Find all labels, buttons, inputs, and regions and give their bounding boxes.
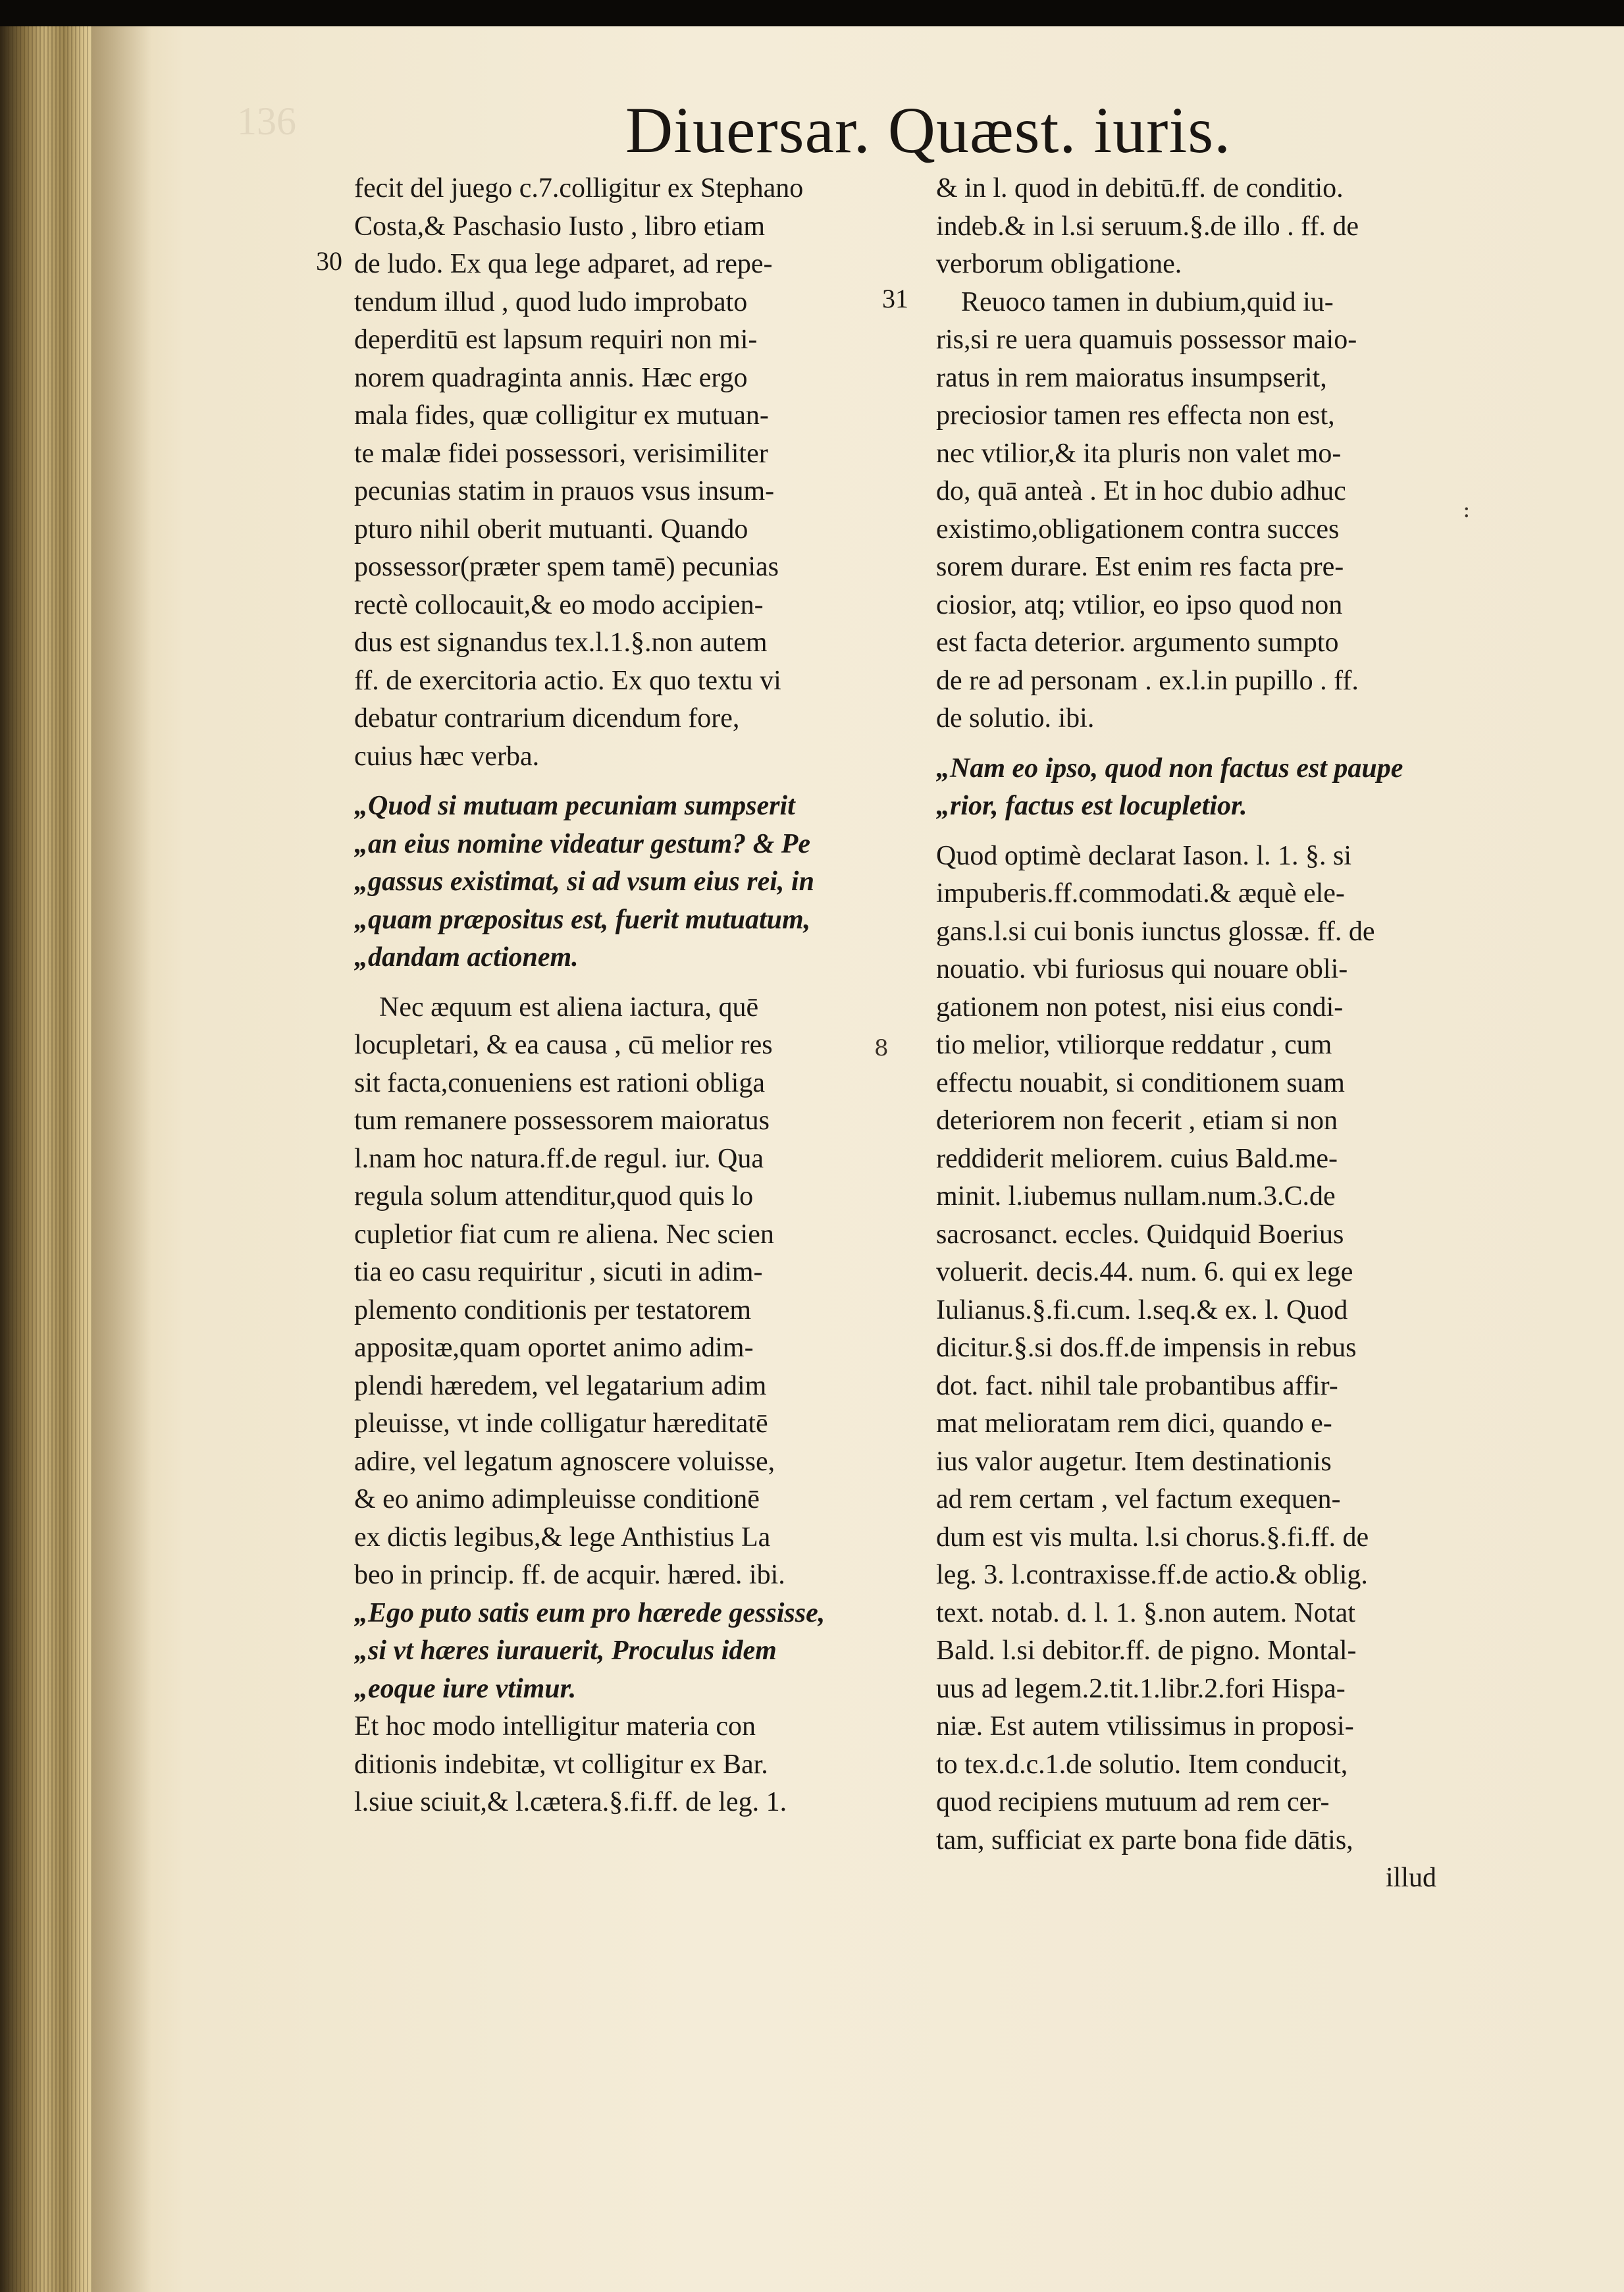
text-line: Nec æquum est aliena iactura, quē bbox=[379, 992, 759, 1023]
text-line: Et hoc modo intelligitur materia con bbox=[354, 1711, 756, 1742]
book-fore-edge bbox=[0, 26, 99, 2292]
text-line: dum est vis multa. l.si chorus.§.fi.ff. de bbox=[936, 1522, 1369, 1553]
text-line: indeb.& in l.si seruum.§.de illo . ff. de bbox=[936, 211, 1359, 242]
text-line: de re ad personam . ex.l.in pupillo . ff. bbox=[936, 665, 1359, 696]
quote-line: „gassus existimat, si ad vsum eius rei, in bbox=[354, 866, 814, 897]
catchword: illud bbox=[1385, 1863, 1436, 1893]
text-line: dus est signandus tex.l.1.§.non autem bbox=[354, 627, 768, 658]
text-line: existimo,obligationem contra succes bbox=[936, 514, 1340, 545]
quote-line: „rior, factus est locupletior. bbox=[936, 791, 1247, 821]
text-line: ciosior, atq; vtilior, eo ipso quod non bbox=[936, 589, 1343, 620]
margin-number-30: 30 bbox=[316, 246, 342, 276]
text-line: niæ. Est autem vtilissimus in proposi- bbox=[936, 1711, 1354, 1742]
text-line: mala fides, quæ colligitur ex mutuan- bbox=[354, 400, 769, 431]
text-line: sit facta,conueniens est rationi obliga bbox=[354, 1067, 765, 1098]
text-line: Reuoco tamen in dubium,quid iu- bbox=[961, 286, 1334, 317]
text-line: quod recipiens mutuum ad rem cer- bbox=[936, 1787, 1330, 1817]
text-line: voluerit. decis.44. num. 6. qui ex lege bbox=[936, 1257, 1353, 1287]
text-line: deteriorem non fecerit , etiam si non bbox=[936, 1106, 1338, 1136]
text-line: mat melioratam rem dici, quando e- bbox=[936, 1408, 1332, 1439]
text-line: de solutio. ibi. bbox=[936, 703, 1095, 733]
text-line: te malæ fidei possessori, verisimiliter bbox=[354, 438, 768, 469]
text-line: tum remanere possessorem maioratus bbox=[354, 1106, 770, 1136]
text-line: rectè collocauit,& eo modo accipien- bbox=[354, 589, 764, 620]
text-line: appositæ,quam oportet animo adim- bbox=[354, 1333, 754, 1363]
text-line: tia eo casu requiritur , sicuti in adim- bbox=[354, 1257, 763, 1287]
text-line: & in l. quod in debitū.ff. de conditio. bbox=[936, 173, 1344, 203]
text-line: preciosior tamen res effecta non est, bbox=[936, 400, 1335, 431]
quote-line: „Nam eo ipso, quod non factus est paupe bbox=[936, 753, 1403, 784]
text-line: ff. de exercitoria actio. Ex quo textu vi bbox=[354, 665, 781, 696]
text-line: possessor(præter spem tamē) pecunias bbox=[354, 552, 779, 582]
bleed-through-page-number: 136 bbox=[237, 99, 296, 143]
text-line: pturo nihil oberit mutuanti. Quando bbox=[354, 514, 748, 545]
text-line: uus ad legem.2.tit.1.libr.2.fori Hispa- bbox=[936, 1673, 1346, 1704]
text-line: tio melior, vtiliorque reddatur , cum bbox=[936, 1030, 1332, 1060]
left-text-column bbox=[354, 170, 907, 1822]
text-line: ratus in rem maioratus insumpserit, bbox=[936, 362, 1327, 393]
text-line: effectu nouabit, si conditionem suam bbox=[936, 1067, 1345, 1098]
text-line: nouatio. vbi furiosus qui nouare obli- bbox=[936, 954, 1348, 984]
text-line: regula solum attenditur,quod quis lo bbox=[354, 1181, 754, 1212]
text-line: ad rem certam , vel factum exequen- bbox=[936, 1484, 1341, 1514]
text-line: sacrosanct. eccles. Quidquid Boerius bbox=[936, 1219, 1344, 1250]
quote-line: „quam præpositus est, fuerit mutuatum, bbox=[354, 904, 811, 935]
text-line: debatur contrarium dicendum fore, bbox=[354, 703, 740, 733]
text-line: cupletior fiat cum re aliena. Nec scien bbox=[354, 1219, 774, 1250]
text-line: ris,si re uera quamuis possessor maio- bbox=[936, 325, 1357, 355]
text-line: de ludo. Ex qua lege adparet, ad repe- bbox=[354, 249, 773, 279]
text-line: Quod optimè declarat Iason. l. 1. §. si bbox=[936, 840, 1352, 871]
text-line: deperditū est lapsum requiri non mi- bbox=[354, 325, 758, 355]
text-line: minit. l.iubemus nullam.num.3.C.de bbox=[936, 1181, 1336, 1212]
text-line: adire, vel legatum agnoscere voluisse, bbox=[354, 1446, 775, 1477]
quote-line: „Quod si mutuam pecuniam sumpserit bbox=[354, 791, 795, 821]
text-line: ex dictis legibus,& lege Anthistius La bbox=[354, 1522, 771, 1553]
text-line: est facta deterior. argumento sumpto bbox=[936, 627, 1339, 658]
text-line: fecit del juego c.7.colligitur ex Stephano bbox=[354, 173, 804, 203]
text-line: verborum obligatione. bbox=[936, 249, 1182, 279]
quote-line: „eoque iure vtimur. bbox=[354, 1673, 577, 1704]
text-line: nec vtilior,& ita pluris non valet mo- bbox=[936, 438, 1342, 469]
text-line: pecunias statim in prauos vsus insum- bbox=[354, 476, 775, 506]
running-head: Diuersar. Quæst. iuris. bbox=[625, 93, 1232, 167]
text-line: & eo animo adimpleuisse conditionē bbox=[354, 1484, 760, 1514]
text-line: l.nam hoc natura.ff.de regul. iur. Qua bbox=[354, 1143, 764, 1174]
text-line: norem quadraginta annis. Hæc ergo bbox=[354, 362, 748, 393]
quote-line: „dandam actionem. bbox=[354, 942, 579, 973]
text-line: to tex.d.c.1.de solutio. Item conducit, bbox=[936, 1749, 1348, 1780]
text-line: Costa,& Paschasio Iusto , libro etiam bbox=[354, 211, 766, 242]
text-line: sorem durare. Est enim res facta pre- bbox=[936, 552, 1344, 582]
text-line: ditionis indebitæ, vt colligitur ex Bar. bbox=[354, 1749, 768, 1780]
margin-mark: 8 bbox=[874, 1035, 889, 1061]
spine-shadow bbox=[92, 26, 151, 2292]
right-text-column bbox=[936, 170, 1456, 1898]
quote-line: „Ego puto satis eum pro hærede gessisse, bbox=[354, 1597, 825, 1628]
quote-line: „an eius nomine videatur gestum? & Pe bbox=[354, 828, 811, 859]
margin-mark: : bbox=[1463, 496, 1471, 523]
text-line: locupletari, & ea causa , cū melior res bbox=[354, 1030, 773, 1060]
quote-line: „si vt hæres iurauerit, Proculus idem bbox=[354, 1636, 777, 1666]
text-line: dicitur.§.si dos.ff.de impensis in rebus bbox=[936, 1333, 1357, 1363]
text-line: text. notab. d. l. 1. §.non autem. Notat bbox=[936, 1597, 1355, 1628]
text-line: gationem non potest, nisi eius condi- bbox=[936, 992, 1344, 1023]
text-line: do, quā anteà . Et in hoc dubio adhuc bbox=[936, 476, 1346, 506]
text-line: Bald. l.si debitor.ff. de pigno. Montal- bbox=[936, 1636, 1357, 1666]
text-line: plemento conditionis per testatorem bbox=[354, 1294, 752, 1325]
margin-number-31: 31 bbox=[882, 284, 908, 313]
text-line: gans.l.si cui bonis iunctus glossæ. ff. de bbox=[936, 916, 1375, 947]
text-line: dot. fact. nihil tale probantibus affir- bbox=[936, 1370, 1338, 1401]
text-line: beo in princip. ff. de acquir. hæred. ibi. bbox=[354, 1560, 785, 1590]
text-line: leg. 3. l.contraxisse.ff.de actio.& oblig. bbox=[936, 1560, 1368, 1590]
text-line: plendi hæredem, vel legatarium adim bbox=[354, 1370, 767, 1401]
text-line: l.siue sciuit,& l.cætera.§.fi.ff. de leg. 1. bbox=[354, 1787, 787, 1817]
text-line: impuberis.ff.commodati.& æquè ele- bbox=[936, 878, 1345, 909]
text-line: pleuisse, vt inde colligatur hæreditatē bbox=[354, 1408, 768, 1439]
text-line: ius valor augetur. Item destinationis bbox=[936, 1446, 1332, 1477]
text-line: reddiderit meliorem. cuius Bald.me- bbox=[936, 1143, 1338, 1174]
text-line: tam, sufficiat ex parte bona fide dātis, bbox=[936, 1825, 1353, 1855]
text-line: Iulianus.§.fi.cum. l.seq.& ex. l. Quod bbox=[936, 1294, 1348, 1325]
text-line: tendum illud , quod ludo improbato bbox=[354, 286, 748, 317]
text-line: cuius hæc verba. bbox=[354, 741, 540, 772]
